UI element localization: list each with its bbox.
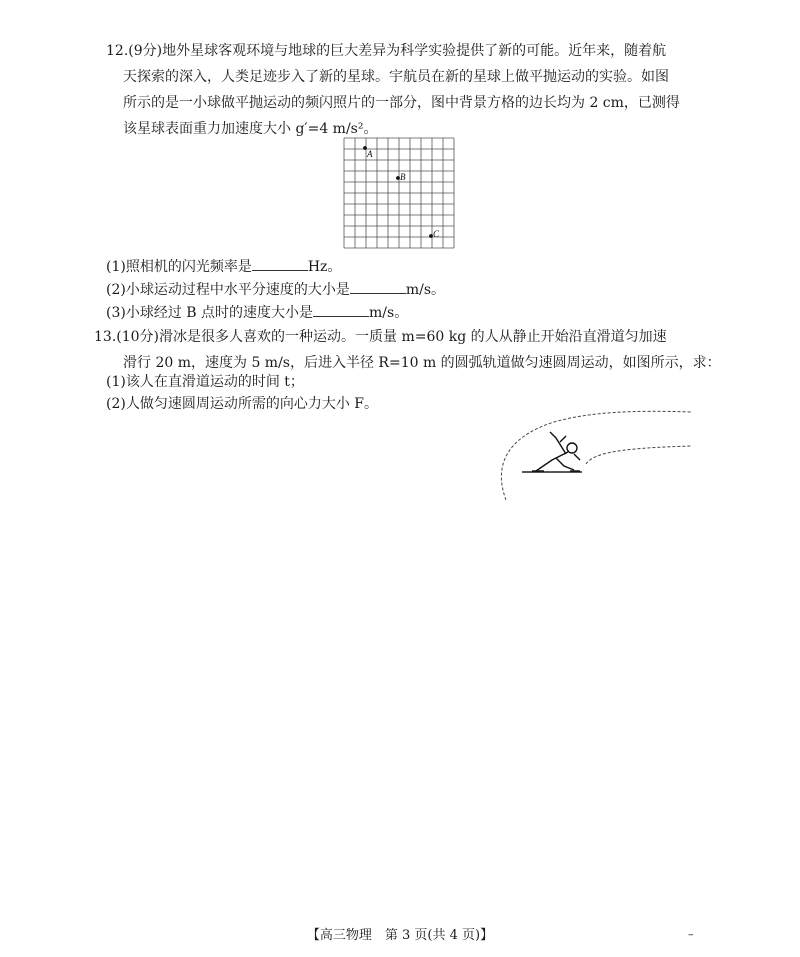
label-b: B: [400, 172, 406, 182]
q13-line-1: 13.(10分)滑冰是很多人喜欢的一种运动。一质量 m=60 kg 的人从静止开始沿直滑道匀加速: [94, 329, 667, 345]
answer-blank-2[interactable]: [350, 279, 406, 294]
question-12-text: [106, 38, 706, 142]
q12-sub-1-text: (1)照相机的闪光频率是: [106, 259, 252, 275]
q13-sub-2: (2)人做匀速圆周运动所需的向心力大小 F。: [106, 396, 378, 412]
skater-person: [532, 432, 580, 471]
label-c: C: [433, 229, 440, 239]
inner-track: [586, 446, 692, 464]
q12-line-2: 天探索的深入，人类足迹步入了新的星球。宇航员在新的星球上做平抛运动的实验。如图: [123, 69, 669, 85]
q12-line-3: 所示的是一小球做平抛运动的频闪照片的一部分，图中背景方格的边长均为 2 cm，已测得: [123, 95, 680, 111]
q12-sub-2-text: (2)小球运动过程中水平分速度的大小是: [106, 282, 350, 298]
skater-figure: [494, 408, 694, 508]
q12-line-1: 12.(9分)地外星球客观环境与地球的巨大差异为科学实验提供了新的可能。近年来，随着航: [106, 43, 667, 59]
q12-sub-2-unit: m/s。: [405, 282, 446, 298]
skater-svg: [494, 408, 694, 504]
q12-sub-1: [106, 256, 341, 278]
q13-line-2: 滑行 20 m，速度为 5 m/s，后进入半径 R=10 m 的圆弧轨道做匀速圆周运动，如图所示，求：: [123, 355, 721, 371]
q12-sub-3: [106, 302, 408, 324]
label-a: A: [367, 149, 373, 159]
q13-sub-1: (1)该人在直滑道运动的时间 t；: [106, 374, 304, 390]
corner-mark: –: [688, 928, 694, 941]
q12-sub-3-text: (3)小球经过 B 点时的速度大小是: [106, 305, 314, 321]
strobe-grid-figure: [343, 136, 455, 254]
outer-track: [501, 411, 692, 500]
page-footer: 【高三物理 第 3 页(共 4 页)】: [306, 928, 494, 943]
q12-sub-1-unit: Hz。: [307, 259, 342, 275]
answer-blank-3[interactable]: [313, 302, 369, 317]
question-13-text: [94, 324, 721, 376]
grid-svg: [343, 136, 455, 250]
answer-blank-1[interactable]: [252, 256, 308, 271]
q12-line-4: 该星球表面重力加速度大小 g′=4 m/s²。: [123, 121, 378, 137]
q12-sub-3-unit: m/s。: [369, 305, 409, 321]
q12-sub-2: [106, 279, 445, 301]
